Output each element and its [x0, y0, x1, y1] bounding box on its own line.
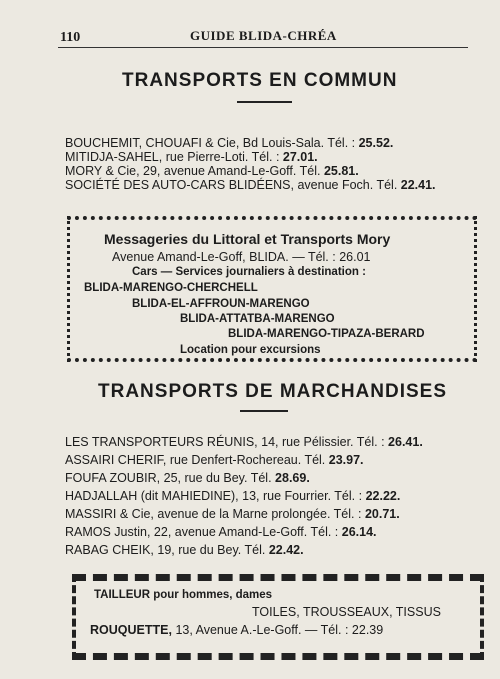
listing-entry [65, 435, 423, 450]
running-head: GUIDE BLIDA-CHRÉA [190, 28, 337, 43]
entry-phone: 22.41. [400, 178, 436, 192]
entry-text: RAMOS Justin, 22, avenue Amand-Le-Goff. Tél. : [65, 525, 339, 539]
listing-entry [65, 543, 304, 558]
title-underline [240, 410, 288, 412]
listing-entry [65, 136, 393, 151]
title-underline [237, 101, 292, 103]
advert-address: Avenue Amand-Le-Goff, BLIDA. — Tél. : 26.01 [112, 250, 371, 264]
tailor-contact [90, 623, 383, 637]
entry-phone: 26.41. [388, 435, 423, 449]
entry-text: MASSIRI & Cie, avenue de la Marne prolongée. Tél. : [65, 507, 362, 521]
advert-route: BLIDA-MARENGO-CHERCHELL [84, 282, 258, 294]
entry-phone: 28.69. [275, 471, 310, 485]
listing-entry [65, 178, 436, 193]
listing-entry [65, 525, 377, 540]
entry-text: FOUFA ZOUBIR, 25, rue du Bey. Tél. [65, 471, 272, 485]
listing-entry [65, 150, 318, 165]
entry-text: MORY & Cie, 29, avenue Amand-Le-Goff. Tél. [65, 164, 321, 178]
header-rule [58, 47, 468, 48]
entry-text: RABAG CHEIK, 19, rue du Bey. Tél. [65, 543, 266, 557]
entry-text: MITIDJA-SAHEL, rue Pierre-Loti. Tél. : [65, 150, 280, 164]
messageries-advert [67, 216, 477, 362]
advert-title: Messageries du Littoral et Transports Mory [104, 231, 391, 247]
entry-phone: 25.81. [323, 164, 359, 178]
advert-route: BLIDA-ATTATBA-MARENGO [180, 313, 335, 325]
tailor-goods: TOILES, TROUSSEAUX, TISSUS [252, 605, 441, 619]
section-title-freight: TRANSPORTS DE MARCHANDISES [98, 381, 448, 402]
entry-text: SOCIÉTÉ DES AUTO-CARS BLIDÉENS, avenue Foch. Tél. [65, 178, 398, 192]
listing-entry [65, 453, 364, 468]
entry-phone: 27.01. [282, 150, 318, 164]
tailor-title: TAILLEUR pour hommes, dames [94, 589, 273, 601]
advert-footer: Location pour excursions [180, 344, 321, 356]
entry-phone: 26.14. [341, 525, 377, 539]
entry-phone: 20.71. [364, 507, 400, 521]
entry-phone: 23.97. [328, 453, 364, 467]
listing-entry [65, 507, 400, 522]
listing-entry [65, 471, 310, 486]
entry-text: HADJALLAH (dit MAHIEDINE), 13, rue Fourrier. Tél. : [65, 489, 363, 503]
entry-text: ASSAIRI CHERIF, rue Denfert-Rochereau. Tél. [65, 453, 326, 467]
entry-phone: 22.22. [365, 489, 401, 503]
tailor-advert [72, 574, 484, 660]
entry-phone: 22.42. [268, 543, 304, 557]
tailor-address: 13, Avenue A.-Le-Goff. — Tél. : 22.39 [175, 623, 384, 637]
tailor-name: ROUQUETTE, [90, 623, 172, 637]
page-number: 110 [60, 30, 81, 45]
advert-services: Cars — Services journaliers à destination : [132, 266, 366, 278]
advert-route: BLIDA-MARENGO-TIPAZA-BERARD [228, 328, 425, 340]
entry-text: LES TRANSPORTEURS RÉUNIS, 14, rue Pélissier. Tél. : [65, 435, 385, 449]
listing-entry [65, 489, 400, 504]
entry-phone: 25.52. [358, 136, 394, 150]
entry-text: BOUCHEMIT, CHOUAFI & Cie, Bd Louis-Sala. Tél. : [65, 136, 356, 150]
section-title-public-transport: TRANSPORTS EN COMMUN [122, 70, 398, 91]
advert-route: BLIDA-EL-AFFROUN-MARENGO [132, 298, 310, 310]
listing-entry [65, 164, 359, 179]
